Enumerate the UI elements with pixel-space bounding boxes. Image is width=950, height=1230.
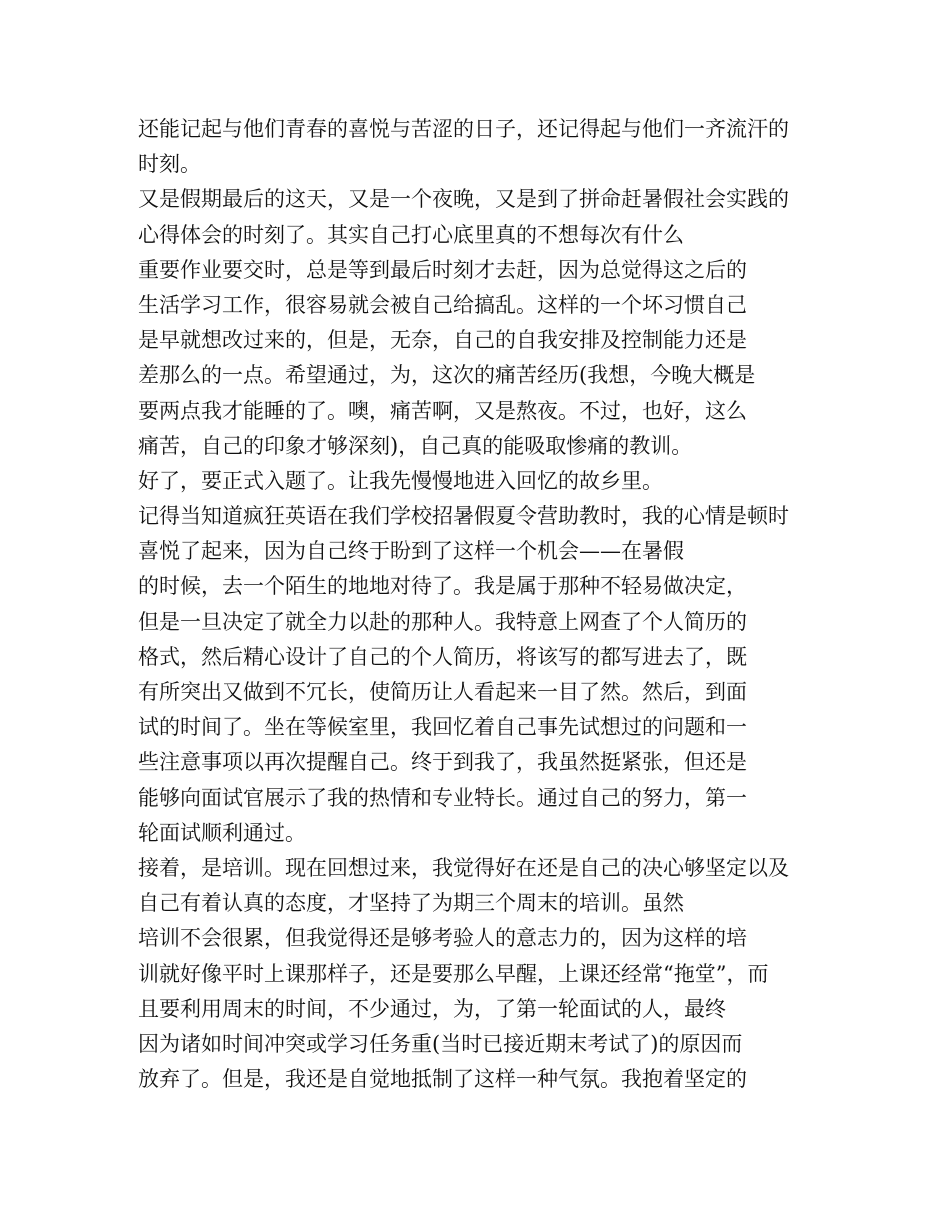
text-line: 是早就想改过来的，但是，无奈，自己的自我安排及控制能力还是 [138,328,747,353]
text-line: 因为诸如时间冲突或学习任务重(当时已接近期末考试了)的原因而 [138,1031,743,1056]
text-line: 格式，然后精心设计了自己的个人简历，将该写的都写进去了，既 [138,644,747,669]
text-line: 喜悦了起来，因为自己终于盼到了这样一个机会——在暑假 [138,539,684,564]
text-line: 好了，要正式入题了。让我先慢慢地进入回忆的故乡里。 [138,468,663,493]
text-line: 痛苦，自己的印象才够深刻)，自己真的能吸取惨痛的教训。 [138,433,693,458]
text-line: 要两点我才能睡的了。噢，痛苦啊，又是熬夜。不过，也好，这么 [138,398,747,423]
text-line: 生活学习工作，很容易就会被自己给搞乱。这样的一个坏习惯自己 [138,292,747,317]
text-line: 的时候，去一个陌生的地地对待了。我是属于那种不轻易做决定， [138,574,747,599]
text-line: 但是一旦决定了就全力以赴的那种人。我特意上网查了个人简历的 [138,609,747,634]
text-line: 试的时间了。坐在等候室里，我回忆着自己事先试想过的问题和一 [138,715,747,740]
text-line: 又是假期最后的这天，又是一个夜晚，又是到了拼命赶暑假社会实践的 [138,187,789,212]
text-line: 还能记起与他们青春的喜悦与苦涩的日子，还记得起与他们一齐流汗的 [138,117,789,141]
text-line: 记得当知道疯狂英语在我们学校招暑假夏令营助教时，我的心情是顿时 [138,504,789,529]
text-line: 自己有着认真的态度，才坚持了为期三个周末的培训。虽然 [138,891,684,916]
text-line: 些注意事项以再次提醒自己。终于到我了，我虽然挺紧张，但还是 [138,750,747,775]
text-line: 时刻。 [138,152,201,177]
text-line: 培训不会很累，但我觉得还是够考验人的意志力的，因为这样的培 [138,926,747,951]
text-line: 心得体会的时刻了。其实自己打心底里真的不想每次有什么 [138,222,684,247]
text-line: 重要作业要交时，总是等到最后时刻才去赶，因为总觉得这之后的 [138,257,747,282]
text-line: 能够向面试官展示了我的热情和专业特长。通过自己的努力，第一 [138,785,747,810]
text-line: 接着，是培训。现在回想过来，我觉得好在还是自己的决心够坚定以及 [138,855,789,880]
text-line: 轮面试顺利通过。 [138,820,306,845]
text-line: 放弃了。但是，我还是自觉地抵制了这样一种气氛。我抱着坚定的 [138,1067,747,1092]
text-line: 差那么的一点。希望通过，为，这次的痛苦经历(我想，今晚大概是 [138,363,756,388]
body-text [138,112,828,1097]
text-line: 训就好像平时上课那样子，还是要那么早醒，上课还经常“拖堂”，而 [138,961,769,986]
text-line: 有所突出又做到不冗长，使简历让人看起来一目了然。然后，到面 [138,680,747,704]
text-line: 且要利用周末的时间，不少通过，为，了第一轮面试的人，最终 [138,996,726,1021]
